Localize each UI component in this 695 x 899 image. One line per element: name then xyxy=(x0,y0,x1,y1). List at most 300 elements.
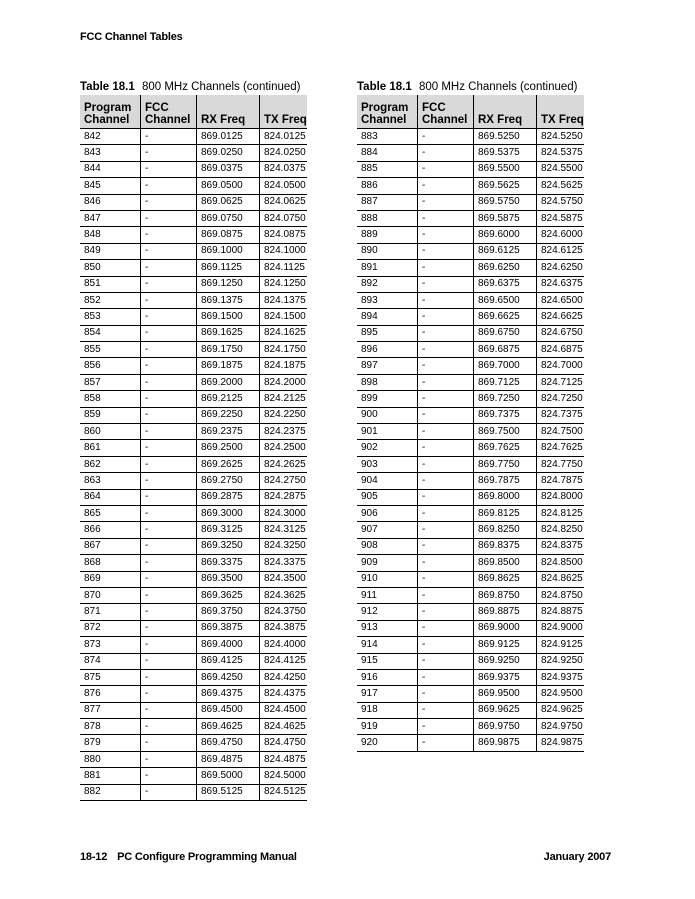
program-channel-cell: 858 xyxy=(80,391,141,407)
page-footer-left xyxy=(80,851,297,863)
table-row xyxy=(80,424,307,440)
table-row xyxy=(357,227,584,243)
fcc-channel-cell: - xyxy=(418,194,474,210)
table-row xyxy=(357,210,584,226)
program-channel-cell: 887 xyxy=(357,194,418,210)
rx-freq-cell: 869.8125 xyxy=(474,505,537,521)
table-row xyxy=(357,374,584,390)
table-row xyxy=(80,473,307,489)
rx-freq-cell: 869.9875 xyxy=(474,735,537,751)
table-row xyxy=(357,555,584,571)
tx-freq-cell: 824.5000 xyxy=(260,768,308,784)
table-row xyxy=(357,473,584,489)
rx-freq-cell: 869.5375 xyxy=(474,145,537,161)
fcc-channel-cell: - xyxy=(141,489,197,505)
rx-freq-cell: 869.4125 xyxy=(197,653,260,669)
table-row xyxy=(357,522,584,538)
program-channel-cell: 872 xyxy=(80,620,141,636)
fcc-channel-cell: - xyxy=(141,260,197,276)
tx-freq-cell: 824.8375 xyxy=(537,538,585,554)
table-header-row xyxy=(357,95,584,129)
table-row xyxy=(357,145,584,161)
tx-freq-cell: 824.3625 xyxy=(260,587,308,603)
program-channel-cell: 898 xyxy=(357,374,418,390)
table-row xyxy=(80,374,307,390)
table-row xyxy=(357,407,584,423)
table-row xyxy=(80,325,307,341)
table-body xyxy=(357,129,584,752)
fcc-channel-cell: - xyxy=(418,145,474,161)
fcc-channel-cell: - xyxy=(418,456,474,472)
rx-freq-cell: 869.4375 xyxy=(197,686,260,702)
program-channel-cell: 853 xyxy=(80,309,141,325)
program-channel-cell: 843 xyxy=(80,145,141,161)
fcc-channel-cell: - xyxy=(141,325,197,341)
tx-freq-cell: 824.0375 xyxy=(260,161,308,177)
tx-freq-cell: 824.1875 xyxy=(260,358,308,374)
rx-freq-cell: 869.0625 xyxy=(197,194,260,210)
rx-freq-cell: 869.1375 xyxy=(197,292,260,308)
table-row xyxy=(80,719,307,735)
program-channel-cell: 844 xyxy=(80,161,141,177)
rx-freq-cell: 869.3750 xyxy=(197,604,260,620)
rx-freq-cell: 869.2250 xyxy=(197,407,260,423)
table-row xyxy=(80,505,307,521)
tx-freq-cell: 824.8625 xyxy=(537,571,585,587)
table-row xyxy=(357,358,584,374)
rx-freq-cell: 869.4750 xyxy=(197,735,260,751)
fcc-channel-cell: - xyxy=(418,522,474,538)
tx-freq-cell: 824.9250 xyxy=(537,653,585,669)
table-row xyxy=(357,129,584,145)
rx-freq-cell: 869.9750 xyxy=(474,719,537,735)
program-channel-cell: 896 xyxy=(357,342,418,358)
rx-freq-cell: 869.0500 xyxy=(197,178,260,194)
rx-freq-cell: 869.8375 xyxy=(474,538,537,554)
tx-freq-cell: 824.0875 xyxy=(260,227,308,243)
table-row xyxy=(357,637,584,653)
running-header: FCC Channel Tables xyxy=(80,31,183,43)
col-header-tx-freq: TX Freq xyxy=(537,95,585,129)
rx-freq-cell: 869.9625 xyxy=(474,702,537,718)
program-channel-cell: 846 xyxy=(80,194,141,210)
table-row xyxy=(80,145,307,161)
table-row xyxy=(80,522,307,538)
fcc-channel-cell: - xyxy=(418,653,474,669)
rx-freq-cell: 869.1000 xyxy=(197,243,260,259)
rx-freq-cell: 869.3125 xyxy=(197,522,260,538)
fcc-channel-cell: - xyxy=(418,719,474,735)
rx-freq-cell: 869.6125 xyxy=(474,243,537,259)
fcc-channel-cell: - xyxy=(418,538,474,554)
table-row xyxy=(80,637,307,653)
fcc-channel-cell: - xyxy=(141,424,197,440)
tx-freq-cell: 824.2375 xyxy=(260,424,308,440)
fcc-channel-cell: - xyxy=(418,620,474,636)
table-row xyxy=(80,555,307,571)
program-channel-cell: 889 xyxy=(357,227,418,243)
rx-freq-cell: 869.9375 xyxy=(474,669,537,685)
fcc-channel-cell: - xyxy=(141,587,197,603)
program-channel-cell: 849 xyxy=(80,243,141,259)
fcc-channel-cell: - xyxy=(418,686,474,702)
rx-freq-cell: 869.7500 xyxy=(474,424,537,440)
fcc-channel-cell: - xyxy=(141,735,197,751)
col-header-tx-freq: TX Freq xyxy=(260,95,308,129)
fcc-channel-cell: - xyxy=(418,374,474,390)
col-header-rx-freq: RX Freq xyxy=(474,95,537,129)
rx-freq-cell: 869.2500 xyxy=(197,440,260,456)
program-channel-cell: 908 xyxy=(357,538,418,554)
fcc-channel-cell: - xyxy=(141,407,197,423)
table-row xyxy=(80,210,307,226)
tx-freq-cell: 824.1375 xyxy=(260,292,308,308)
tx-freq-cell: 824.0750 xyxy=(260,210,308,226)
tx-freq-cell: 824.6125 xyxy=(537,243,585,259)
fcc-channel-cell: - xyxy=(141,604,197,620)
fcc-channel-cell: - xyxy=(418,342,474,358)
tx-freq-cell: 824.5250 xyxy=(537,129,585,145)
tx-freq-cell: 824.1625 xyxy=(260,325,308,341)
tx-freq-cell: 824.4875 xyxy=(260,751,308,767)
fcc-channel-cell: - xyxy=(418,178,474,194)
program-channel-cell: 907 xyxy=(357,522,418,538)
table-header-row xyxy=(80,95,307,129)
table-row xyxy=(80,276,307,292)
table-row xyxy=(80,227,307,243)
program-channel-cell: 883 xyxy=(357,129,418,145)
fcc-channel-cell: - xyxy=(418,555,474,571)
program-channel-cell: 850 xyxy=(80,260,141,276)
rx-freq-cell: 869.8250 xyxy=(474,522,537,538)
table-row xyxy=(80,309,307,325)
fcc-channel-cell: - xyxy=(141,440,197,456)
fcc-channel-cell: - xyxy=(418,325,474,341)
program-channel-cell: 902 xyxy=(357,440,418,456)
tx-freq-cell: 824.3125 xyxy=(260,522,308,538)
tx-freq-cell: 824.1000 xyxy=(260,243,308,259)
program-channel-cell: 862 xyxy=(80,456,141,472)
table-row xyxy=(357,440,584,456)
tx-freq-cell: 824.2125 xyxy=(260,391,308,407)
program-channel-cell: 870 xyxy=(80,587,141,603)
table-row xyxy=(357,571,584,587)
tx-freq-cell: 824.7000 xyxy=(537,358,585,374)
fcc-channel-cell: - xyxy=(418,604,474,620)
fcc-channel-cell: - xyxy=(418,276,474,292)
rx-freq-cell: 869.6750 xyxy=(474,325,537,341)
tx-freq-cell: 824.7750 xyxy=(537,456,585,472)
fcc-channel-cell: - xyxy=(418,161,474,177)
fcc-channel-cell: - xyxy=(141,637,197,653)
tx-freq-cell: 824.8875 xyxy=(537,604,585,620)
tx-freq-cell: 824.6375 xyxy=(537,276,585,292)
rx-freq-cell: 869.8500 xyxy=(474,555,537,571)
rx-freq-cell: 869.7875 xyxy=(474,473,537,489)
program-channel-cell: 875 xyxy=(80,669,141,685)
tx-freq-cell: 824.5125 xyxy=(260,784,308,800)
rx-freq-cell: 869.2625 xyxy=(197,456,260,472)
table-row xyxy=(80,292,307,308)
table-row xyxy=(357,342,584,358)
program-channel-cell: 915 xyxy=(357,653,418,669)
fcc-channel-cell: - xyxy=(418,260,474,276)
table-row xyxy=(80,489,307,505)
tx-freq-cell: 824.7375 xyxy=(537,407,585,423)
tx-freq-cell: 824.4250 xyxy=(260,669,308,685)
table-row xyxy=(80,587,307,603)
table-label: Table 18.1 xyxy=(80,81,135,93)
fcc-channel-cell: - xyxy=(418,424,474,440)
rx-freq-cell: 869.4875 xyxy=(197,751,260,767)
table-row xyxy=(80,178,307,194)
program-channel-cell: 880 xyxy=(80,751,141,767)
table-row xyxy=(80,456,307,472)
channel-table-right xyxy=(357,79,584,752)
tx-freq-cell: 824.6875 xyxy=(537,342,585,358)
table-row xyxy=(357,587,584,603)
fcc-channel-cell: - xyxy=(141,538,197,554)
tx-freq-cell: 824.2500 xyxy=(260,440,308,456)
program-channel-cell: 886 xyxy=(357,178,418,194)
table-row xyxy=(80,751,307,767)
tx-freq-cell: 824.5625 xyxy=(537,178,585,194)
program-channel-cell: 906 xyxy=(357,505,418,521)
fcc-channel-cell: - xyxy=(418,637,474,653)
program-channel-cell: 861 xyxy=(80,440,141,456)
table-row xyxy=(357,243,584,259)
table-row xyxy=(357,309,584,325)
rx-freq-cell: 869.1875 xyxy=(197,358,260,374)
rx-freq-cell: 869.2750 xyxy=(197,473,260,489)
rx-freq-cell: 869.5500 xyxy=(474,161,537,177)
fcc-channel-cell: - xyxy=(141,178,197,194)
tx-freq-cell: 824.3750 xyxy=(260,604,308,620)
table-row xyxy=(357,538,584,554)
table-row xyxy=(357,456,584,472)
program-channel-cell: 842 xyxy=(80,129,141,145)
table-caption xyxy=(80,79,307,95)
tx-freq-cell: 824.0125 xyxy=(260,129,308,145)
rx-freq-cell: 869.7250 xyxy=(474,391,537,407)
fcc-channel-cell: - xyxy=(141,571,197,587)
rx-freq-cell: 869.7750 xyxy=(474,456,537,472)
tx-freq-cell: 824.1125 xyxy=(260,260,308,276)
col-header-program-channel: Program Channel xyxy=(80,95,141,129)
rx-freq-cell: 869.5875 xyxy=(474,210,537,226)
tx-freq-cell: 824.4500 xyxy=(260,702,308,718)
table-row xyxy=(80,653,307,669)
fcc-channel-cell: - xyxy=(141,505,197,521)
fcc-channel-cell: - xyxy=(418,473,474,489)
fcc-channel-cell: - xyxy=(418,309,474,325)
program-channel-cell: 874 xyxy=(80,653,141,669)
table-row xyxy=(357,653,584,669)
page-number: 18-12 xyxy=(80,851,108,863)
program-channel-cell: 855 xyxy=(80,342,141,358)
table-row xyxy=(357,686,584,702)
rx-freq-cell: 869.6875 xyxy=(474,342,537,358)
table-row xyxy=(80,620,307,636)
rx-freq-cell: 869.2875 xyxy=(197,489,260,505)
program-channel-cell: 884 xyxy=(357,145,418,161)
tx-freq-cell: 824.0500 xyxy=(260,178,308,194)
program-channel-cell: 851 xyxy=(80,276,141,292)
tx-freq-cell: 824.9625 xyxy=(537,702,585,718)
program-channel-cell: 912 xyxy=(357,604,418,620)
fcc-channel-cell: - xyxy=(141,555,197,571)
table-row xyxy=(80,686,307,702)
tx-freq-cell: 824.6625 xyxy=(537,309,585,325)
fcc-channel-cell: - xyxy=(141,620,197,636)
table-row xyxy=(80,538,307,554)
program-channel-cell: 873 xyxy=(80,637,141,653)
program-channel-cell: 916 xyxy=(357,669,418,685)
fcc-channel-cell: - xyxy=(141,653,197,669)
table-row xyxy=(80,768,307,784)
program-channel-cell: 913 xyxy=(357,620,418,636)
table-body xyxy=(80,129,307,801)
rx-freq-cell: 869.3625 xyxy=(197,587,260,603)
program-channel-cell: 893 xyxy=(357,292,418,308)
fcc-channel-cell: - xyxy=(141,391,197,407)
table-row xyxy=(357,260,584,276)
rx-freq-cell: 869.9125 xyxy=(474,637,537,653)
tx-freq-cell: 824.2250 xyxy=(260,407,308,423)
tx-freq-cell: 824.3875 xyxy=(260,620,308,636)
tx-freq-cell: 824.2875 xyxy=(260,489,308,505)
rx-freq-cell: 869.5125 xyxy=(197,784,260,800)
rx-freq-cell: 869.0125 xyxy=(197,129,260,145)
program-channel-cell: 914 xyxy=(357,637,418,653)
tx-freq-cell: 824.6500 xyxy=(537,292,585,308)
program-channel-cell: 920 xyxy=(357,735,418,751)
table-row xyxy=(80,342,307,358)
program-channel-cell: 857 xyxy=(80,374,141,390)
fcc-channel-cell: - xyxy=(418,735,474,751)
rx-freq-cell: 869.8750 xyxy=(474,587,537,603)
program-channel-cell: 911 xyxy=(357,587,418,603)
table-row xyxy=(357,702,584,718)
table-row xyxy=(357,505,584,521)
program-channel-cell: 910 xyxy=(357,571,418,587)
rx-freq-cell: 869.8875 xyxy=(474,604,537,620)
table-row xyxy=(357,292,584,308)
table-row xyxy=(80,440,307,456)
tx-freq-cell: 824.7250 xyxy=(537,391,585,407)
tx-freq-cell: 824.8125 xyxy=(537,505,585,521)
rx-freq-cell: 869.7375 xyxy=(474,407,537,423)
rx-freq-cell: 869.5750 xyxy=(474,194,537,210)
rx-freq-cell: 869.4500 xyxy=(197,702,260,718)
fcc-channel-cell: - xyxy=(141,358,197,374)
tx-freq-cell: 824.2000 xyxy=(260,374,308,390)
tx-freq-cell: 824.2625 xyxy=(260,456,308,472)
program-channel-cell: 891 xyxy=(357,260,418,276)
rx-freq-cell: 869.6500 xyxy=(474,292,537,308)
tx-freq-cell: 824.6000 xyxy=(537,227,585,243)
program-channel-cell: 847 xyxy=(80,210,141,226)
program-channel-cell: 919 xyxy=(357,719,418,735)
table-row xyxy=(80,702,307,718)
rx-freq-cell: 869.8000 xyxy=(474,489,537,505)
tx-freq-cell: 824.5750 xyxy=(537,194,585,210)
fcc-channel-cell: - xyxy=(418,702,474,718)
table-row xyxy=(80,784,307,800)
program-channel-cell: 899 xyxy=(357,391,418,407)
table-row xyxy=(80,243,307,259)
program-channel-cell: 856 xyxy=(80,358,141,374)
fcc-channel-cell: - xyxy=(141,719,197,735)
table-row xyxy=(80,358,307,374)
tx-freq-cell: 824.5375 xyxy=(537,145,585,161)
program-channel-cell: 854 xyxy=(80,325,141,341)
table-row xyxy=(357,391,584,407)
rx-freq-cell: 869.7625 xyxy=(474,440,537,456)
rx-freq-cell: 869.9500 xyxy=(474,686,537,702)
program-channel-cell: 852 xyxy=(80,292,141,308)
rx-freq-cell: 869.6375 xyxy=(474,276,537,292)
fcc-channel-cell: - xyxy=(141,342,197,358)
fcc-channel-cell: - xyxy=(418,210,474,226)
rx-freq-cell: 869.4000 xyxy=(197,637,260,653)
tx-freq-cell: 824.1750 xyxy=(260,342,308,358)
fcc-channel-cell: - xyxy=(418,391,474,407)
tx-freq-cell: 824.4625 xyxy=(260,719,308,735)
tx-freq-cell: 824.5500 xyxy=(537,161,585,177)
program-channel-cell: 901 xyxy=(357,424,418,440)
program-channel-cell: 879 xyxy=(80,735,141,751)
fcc-channel-cell: - xyxy=(418,358,474,374)
fcc-channel-cell: - xyxy=(141,243,197,259)
channel-table xyxy=(80,95,307,801)
tx-freq-cell: 824.9375 xyxy=(537,669,585,685)
tx-freq-cell: 824.4375 xyxy=(260,686,308,702)
tx-freq-cell: 824.0625 xyxy=(260,194,308,210)
document-title: PC Configure Programming Manual xyxy=(117,851,297,863)
table-title: 800 MHz Channels (continued) xyxy=(418,81,578,93)
tx-freq-cell: 824.7125 xyxy=(537,374,585,390)
tx-freq-cell: 824.7875 xyxy=(537,473,585,489)
fcc-channel-cell: - xyxy=(141,145,197,161)
rx-freq-cell: 869.2000 xyxy=(197,374,260,390)
rx-freq-cell: 869.4625 xyxy=(197,719,260,735)
table-caption xyxy=(357,79,584,95)
fcc-channel-cell: - xyxy=(141,210,197,226)
rx-freq-cell: 869.3250 xyxy=(197,538,260,554)
program-channel-cell: 892 xyxy=(357,276,418,292)
program-channel-cell: 904 xyxy=(357,473,418,489)
fcc-channel-cell: - xyxy=(141,292,197,308)
table-row xyxy=(357,424,584,440)
table-row xyxy=(357,276,584,292)
rx-freq-cell: 869.6000 xyxy=(474,227,537,243)
program-channel-cell: 895 xyxy=(357,325,418,341)
tx-freq-cell: 824.4125 xyxy=(260,653,308,669)
fcc-channel-cell: - xyxy=(141,686,197,702)
program-channel-cell: 845 xyxy=(80,178,141,194)
fcc-channel-cell: - xyxy=(141,784,197,800)
table-row xyxy=(357,669,584,685)
tx-freq-cell: 824.3375 xyxy=(260,555,308,571)
tx-freq-cell: 824.1500 xyxy=(260,309,308,325)
table-row xyxy=(357,735,584,751)
program-channel-cell: 890 xyxy=(357,243,418,259)
table-row xyxy=(80,161,307,177)
program-channel-cell: 917 xyxy=(357,686,418,702)
table-row xyxy=(80,391,307,407)
program-channel-cell: 863 xyxy=(80,473,141,489)
